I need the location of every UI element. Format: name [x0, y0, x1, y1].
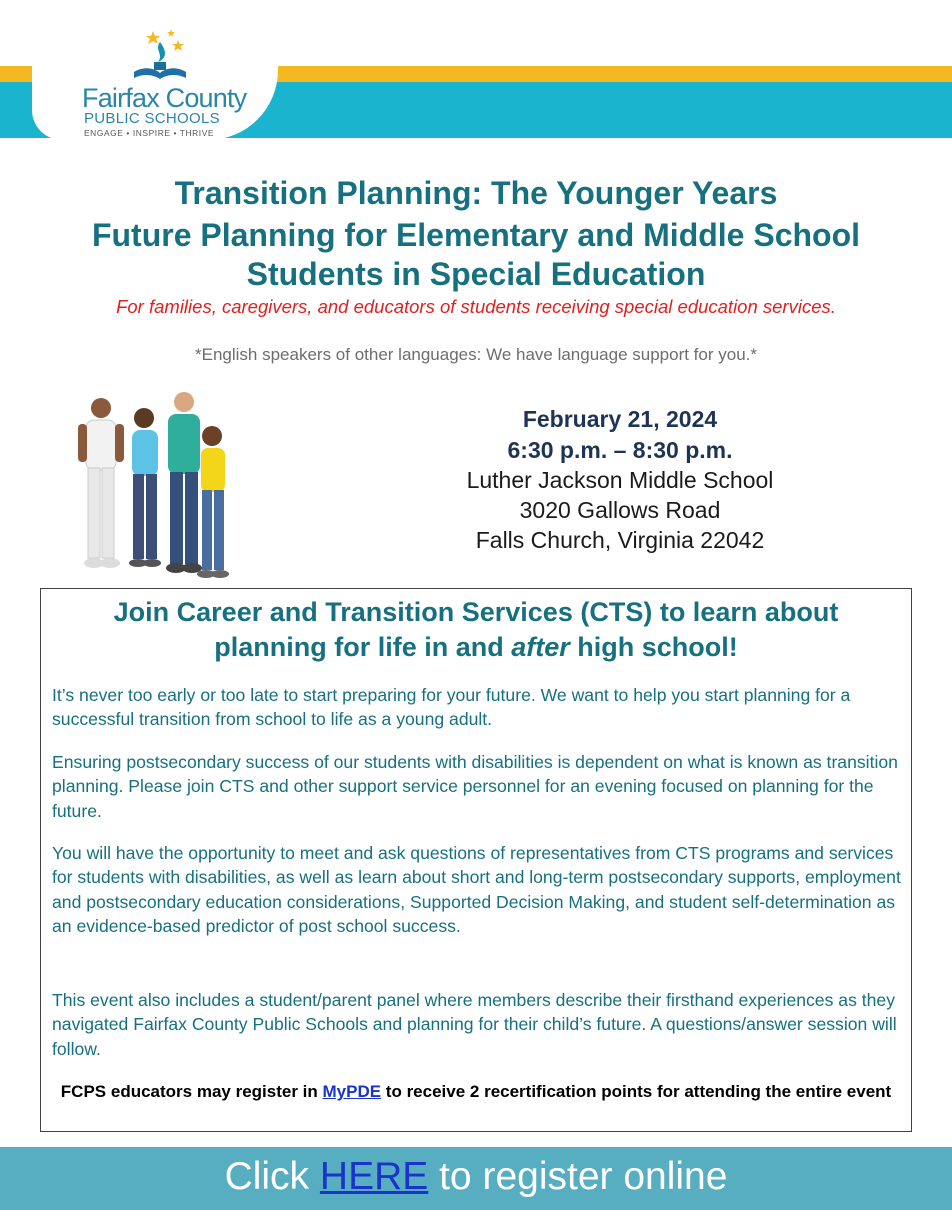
register-call-to-action — [0, 1155, 952, 1199]
recertification-note — [41, 1080, 911, 1103]
paragraph-panel: This event also includes a student/parent panel where members describe their firsthand experiences as they navigated Fairfax County Public Schools and planning for their child’s future. A questions/answer session will follow. — [52, 990, 897, 1059]
box-heading-pre: planning for life in and — [214, 632, 512, 662]
box-heading-line-2 — [41, 632, 911, 663]
event-date: February 21, 2024 — [522, 406, 718, 432]
paragraph-intro: It’s never too early or too late to start preparing for your future. We want to help you start planning for a successful transition from school to life as a young adult. — [52, 685, 851, 730]
student-2-figure — [129, 408, 161, 567]
logo-tagline: ENGAGE • INSPIRE • THRIVE — [84, 128, 215, 138]
info-box — [40, 588, 912, 1132]
audience-subtitle: For families, caregivers, and educators of students receiving special education services. — [116, 296, 836, 317]
torch-book-logo-icon — [120, 26, 200, 86]
paragraph-opportunity: You will have the opportunity to meet and ask questions of representatives from CTS programs and services for students with disabilities, as well as learn about short and long-term postsecondary supports, employment and postsecondary education considerations, Supported Decision Making, and student self-determination as an evidence-based predictor of post school success. — [52, 843, 901, 936]
event-street: 3020 Gallows Road — [519, 497, 721, 523]
box-heading-line-1: Join Career and Transition Services (CTS) to learn about — [113, 597, 839, 627]
event-city: Falls Church, Virginia 22042 — [475, 527, 765, 553]
student-1-figure — [78, 398, 124, 568]
page-title-line-2: Future Planning for Elementary and Middle School — [91, 217, 861, 253]
box-heading-emphasis: after — [511, 632, 570, 662]
event-venue: Luther Jackson Middle School — [466, 467, 774, 493]
cta-post: to register online — [428, 1155, 728, 1198]
page-title-line-3: Students in Special Education — [246, 256, 706, 292]
box-heading-post: high school! — [569, 632, 738, 662]
note-pre: FCPS educators may register in — [60, 1082, 323, 1101]
cta-pre: Click — [224, 1155, 320, 1198]
register-here-link[interactable]: HERE — [319, 1155, 429, 1198]
logo-subtitle: PUBLIC SCHOOLS — [84, 110, 220, 127]
note-post: to receive 2 recertification points for attending the entire event — [381, 1082, 892, 1101]
logo-name: Fairfax County — [82, 83, 247, 113]
mypde-link[interactable]: MyPDE — [322, 1082, 382, 1101]
student-4-figure — [197, 426, 229, 578]
event-time: 6:30 p.m. – 8:30 p.m. — [507, 437, 733, 463]
language-support-note: *English speakers of other languages: We have language support for you.* — [195, 345, 757, 364]
student-3-figure — [166, 392, 202, 573]
students-photo — [74, 388, 234, 584]
paragraph-transition-planning: Ensuring postsecondary success of our students with disabilities is dependent on what is known as transition planning. Please join CTS and other support service personnel for an evening focused on planning for the future. — [52, 752, 898, 821]
page-title-line-1: Transition Planning: The Younger Years — [174, 175, 778, 211]
